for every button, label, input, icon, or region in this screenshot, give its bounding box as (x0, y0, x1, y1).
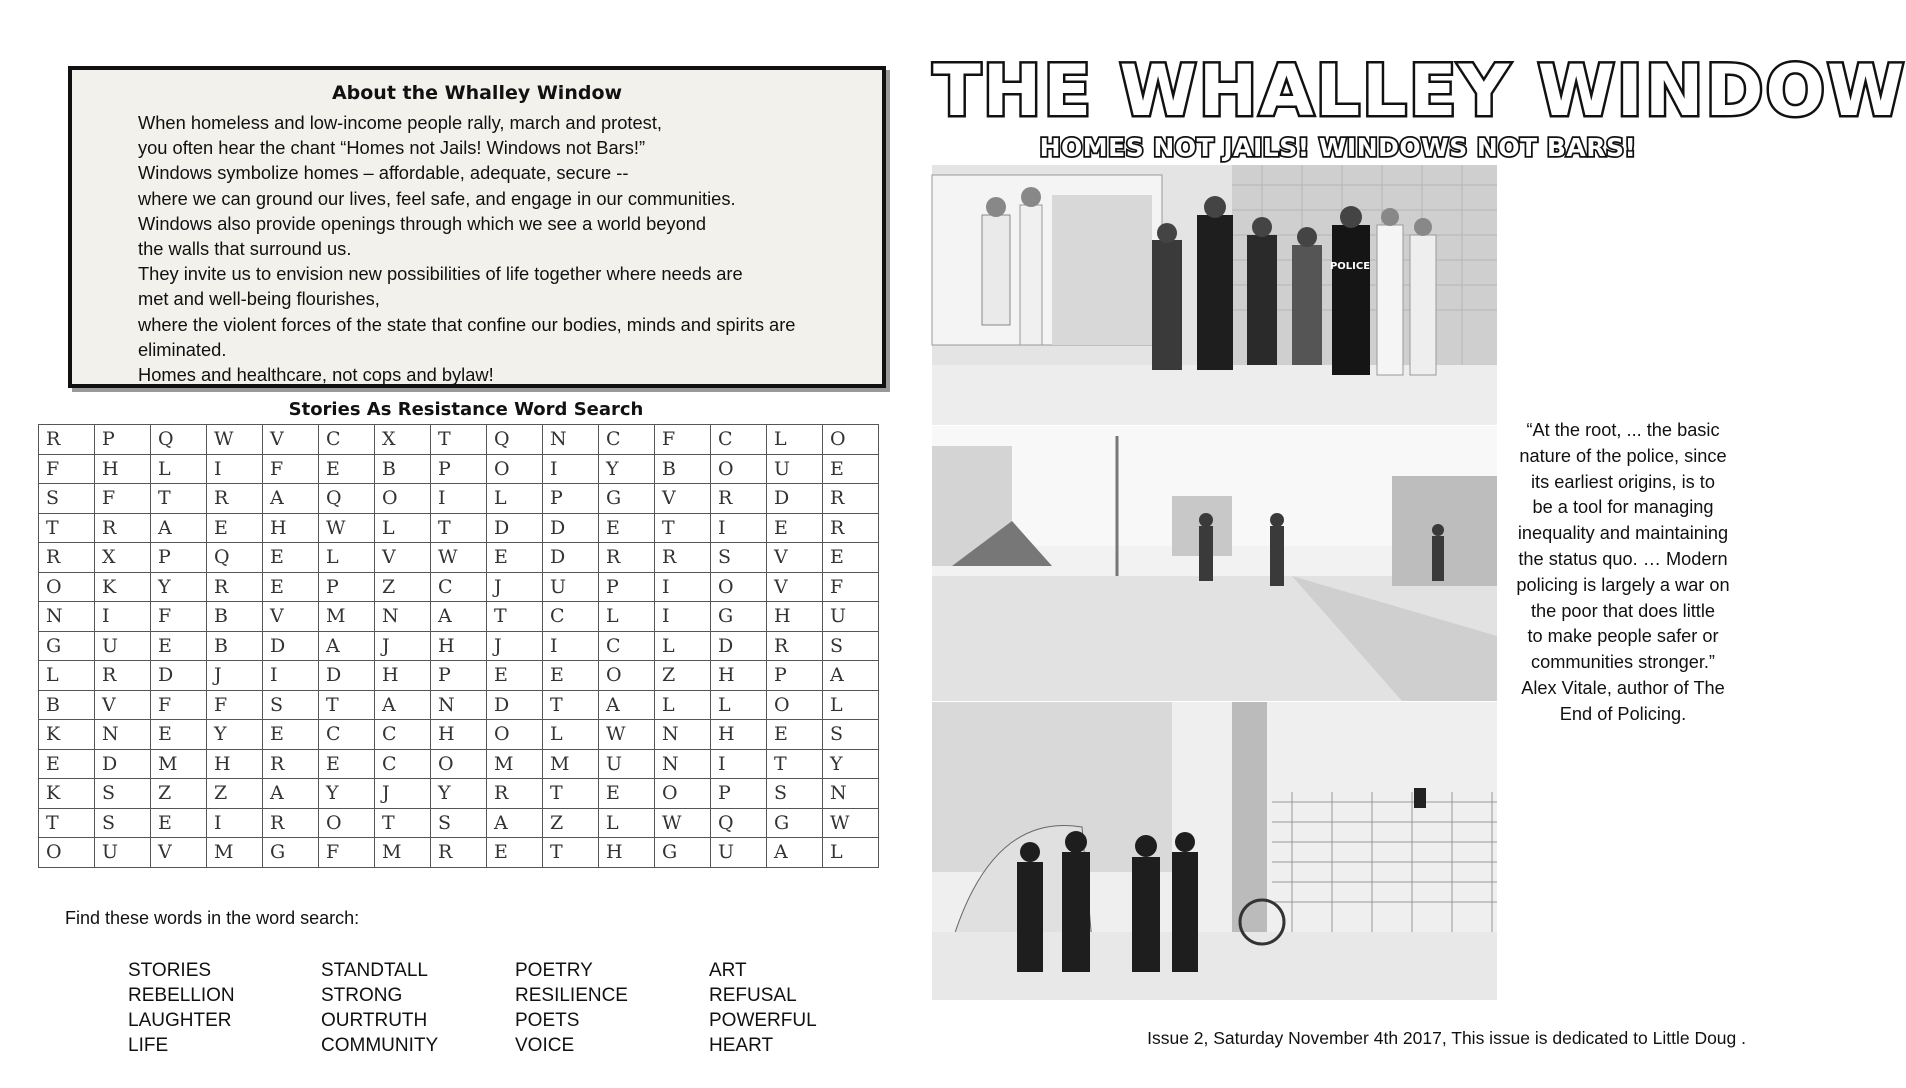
grid-cell: L (599, 602, 655, 632)
quote-line: policing is largely a war on (1516, 574, 1730, 595)
grid-cell: H (95, 454, 151, 484)
grid-cell: I (711, 513, 767, 543)
grid-cell: Y (207, 720, 263, 750)
grid-cell: S (711, 543, 767, 573)
grid-cell: E (767, 513, 823, 543)
grid-cell: K (39, 720, 95, 750)
grid-cell: Z (375, 572, 431, 602)
grid-cell: S (39, 484, 95, 514)
grid-cell: R (823, 513, 879, 543)
grid-cell: T (655, 513, 711, 543)
grid-cell: Y (823, 749, 879, 779)
grid-cell: S (95, 779, 151, 809)
grid-cell: W (207, 425, 263, 455)
grid-cell: L (319, 543, 375, 573)
grid-cell: V (375, 543, 431, 573)
grid-cell: D (767, 484, 823, 514)
grid-cell: C (431, 572, 487, 602)
grid-cell: C (543, 602, 599, 632)
word-list-item: VOICE (515, 1035, 575, 1056)
grid-cell: F (151, 602, 207, 632)
about-line: met and well-being flourishes, (138, 288, 380, 310)
word-list-item: COMMUNITY (321, 1035, 439, 1056)
grid-cell: R (95, 513, 151, 543)
grid-cell: L (823, 690, 879, 720)
grid-cell: U (711, 838, 767, 868)
grid-cell: Q (487, 425, 543, 455)
grid-cell: L (39, 661, 95, 691)
grid-cell: A (375, 690, 431, 720)
grid-cell: P (599, 572, 655, 602)
about-line: Windows also provide openings through which we see a world beyond (138, 212, 707, 234)
grid-cell: L (655, 631, 711, 661)
grid-cell: R (207, 572, 263, 602)
grid-cell: G (767, 808, 823, 838)
grid-cell: F (263, 454, 319, 484)
photo-street-scene (932, 426, 1497, 701)
grid-cell: A (263, 484, 319, 514)
grid-cell: U (95, 838, 151, 868)
grid-cell: E (487, 838, 543, 868)
grid-cell: G (599, 484, 655, 514)
about-title: About the Whalley Window (331, 82, 623, 104)
grid-cell: E (151, 720, 207, 750)
grid-cell: D (151, 661, 207, 691)
grid-cell: T (39, 513, 95, 543)
grid-cell: N (39, 602, 95, 632)
grid-cell: S (263, 690, 319, 720)
grid-cell: Y (431, 779, 487, 809)
grid-cell: V (263, 425, 319, 455)
word-search-title: Stories As Resistance Word Search (288, 399, 644, 420)
grid-cell: T (431, 513, 487, 543)
grid-cell: F (151, 690, 207, 720)
about-line: Homes and healthcare, not cops and bylaw! (138, 364, 494, 386)
grid-cell: O (711, 454, 767, 484)
about-line: eliminated. (138, 338, 227, 360)
grid-cell: E (263, 720, 319, 750)
grid-cell: A (767, 838, 823, 868)
grid-cell: Y (151, 572, 207, 602)
grid-row (39, 602, 879, 632)
grid-cell: E (599, 779, 655, 809)
grid-cell: A (151, 513, 207, 543)
word-list-item: RESILIENCE (515, 985, 628, 1006)
grid-row (39, 572, 879, 602)
grid-cell: D (711, 631, 767, 661)
grid-cell: A (599, 690, 655, 720)
grid-cell: O (767, 690, 823, 720)
grid-cell: V (767, 543, 823, 573)
grid-cell: F (39, 454, 95, 484)
grid-cell: B (655, 454, 711, 484)
grid-cell: M (543, 749, 599, 779)
grid-cell: Z (655, 661, 711, 691)
grid-cell: U (599, 749, 655, 779)
grid-cell: D (487, 690, 543, 720)
grid-row (39, 690, 879, 720)
grid-cell: I (711, 749, 767, 779)
grid-cell: F (319, 838, 375, 868)
grid-cell: O (375, 484, 431, 514)
word-list-item: STRONG (321, 985, 403, 1006)
word-list-item: OURTRUTH (321, 1010, 428, 1031)
grid-cell: V (151, 838, 207, 868)
grid-cell: E (599, 513, 655, 543)
grid-cell: K (95, 572, 151, 602)
word-list-item: HEART (709, 1035, 774, 1056)
grid-cell: U (543, 572, 599, 602)
grid-cell: H (599, 838, 655, 868)
masthead-subtitle: HOMES NOT JAILS! WINDOWS NOT BARS! (1039, 133, 1637, 162)
grid-cell: E (823, 543, 879, 573)
about-line: where the violent forces of the state that confine our bodies, minds and spirits are (138, 313, 796, 335)
grid-cell: W (431, 543, 487, 573)
find-words-label: Find these words in the word search: (65, 908, 360, 928)
grid-cell: H (263, 513, 319, 543)
grid-cell: L (767, 425, 823, 455)
grid-cell: T (487, 602, 543, 632)
grid-cell: Q (151, 425, 207, 455)
word-list-item: POETS (515, 1010, 580, 1031)
grid-cell: I (543, 454, 599, 484)
grid-cell: W (823, 808, 879, 838)
grid-cell: U (767, 454, 823, 484)
grid-cell: B (375, 454, 431, 484)
grid-cell: E (823, 454, 879, 484)
grid-cell: H (431, 720, 487, 750)
grid-row (39, 838, 879, 868)
grid-cell: C (319, 425, 375, 455)
grid-cell: E (543, 661, 599, 691)
grid-cell: M (319, 602, 375, 632)
grid-cell: T (319, 690, 375, 720)
grid-cell: R (655, 543, 711, 573)
grid-cell: G (39, 631, 95, 661)
grid-row (39, 808, 879, 838)
grid-cell: I (431, 484, 487, 514)
grid-row (39, 661, 879, 691)
grid-cell: N (95, 720, 151, 750)
grid-cell: J (375, 631, 431, 661)
about-box (68, 66, 886, 388)
grid-cell: R (487, 779, 543, 809)
grid-cell: V (767, 572, 823, 602)
quote-line: nature of the police, since (1519, 445, 1727, 466)
grid-cell: O (823, 425, 879, 455)
grid-cell: D (487, 513, 543, 543)
grid-cell: T (543, 690, 599, 720)
grid-cell: F (95, 484, 151, 514)
grid-cell: R (711, 484, 767, 514)
quote-line: the status quo. … Modern (1518, 548, 1728, 569)
grid-cell: U (95, 631, 151, 661)
word-list-item: POETRY (515, 960, 593, 981)
grid-cell: T (767, 749, 823, 779)
grid-cell: L (543, 720, 599, 750)
word-list-item: REFUSAL (709, 985, 797, 1006)
grid-cell: D (543, 513, 599, 543)
grid-cell: A (431, 602, 487, 632)
grid-cell: S (95, 808, 151, 838)
word-list-item: LAUGHTER (128, 1010, 232, 1031)
grid-cell: R (599, 543, 655, 573)
grid-cell: F (655, 425, 711, 455)
grid-row (39, 779, 879, 809)
grid-cell: L (823, 838, 879, 868)
grid-cell: N (823, 779, 879, 809)
grid-cell: X (95, 543, 151, 573)
grid-cell: E (151, 631, 207, 661)
grid-cell: H (207, 749, 263, 779)
grid-cell: I (543, 631, 599, 661)
grid-cell: T (431, 425, 487, 455)
grid-cell: A (263, 779, 319, 809)
grid-cell: O (655, 779, 711, 809)
grid-cell: J (487, 572, 543, 602)
grid-row (39, 543, 879, 573)
grid-cell: T (375, 808, 431, 838)
grid-cell: P (543, 484, 599, 514)
grid-cell: T (39, 808, 95, 838)
grid-cell: S (431, 808, 487, 838)
grid-cell: H (711, 720, 767, 750)
grid-cell: G (655, 838, 711, 868)
word-list-item: POWERFUL (709, 1010, 817, 1031)
grid-row (39, 484, 879, 514)
about-line: When homeless and low-income people rally, march and protest, (138, 112, 662, 133)
quote-line: End of Policing. (1559, 703, 1687, 724)
grid-cell: W (599, 720, 655, 750)
grid-cell: R (263, 749, 319, 779)
grid-cell: P (431, 661, 487, 691)
grid-cell: T (543, 838, 599, 868)
grid-cell: O (431, 749, 487, 779)
grid-cell: U (823, 602, 879, 632)
grid-cell: I (655, 602, 711, 632)
grid-cell: R (263, 808, 319, 838)
quote-line: the poor that does little (1530, 600, 1715, 621)
photo-police-at-tent (932, 702, 1497, 1000)
grid-cell: S (823, 720, 879, 750)
grid-cell: B (207, 602, 263, 632)
word-list-item: STANDTALL (321, 960, 428, 981)
grid-cell: L (655, 690, 711, 720)
grid-cell: C (599, 631, 655, 661)
grid-cell: E (207, 513, 263, 543)
grid-row (39, 720, 879, 750)
grid-cell: P (95, 425, 151, 455)
grid-cell: L (375, 513, 431, 543)
grid-cell: D (543, 543, 599, 573)
grid-cell: A (823, 661, 879, 691)
grid-cell: I (95, 602, 151, 632)
grid-cell: C (711, 425, 767, 455)
grid-cell: I (655, 572, 711, 602)
grid-cell: E (263, 572, 319, 602)
masthead-title: THE WHALLEY WINDOW (933, 50, 1906, 132)
grid-cell: T (151, 484, 207, 514)
quote-line: to make people safer or (1527, 626, 1719, 647)
grid-row (39, 513, 879, 543)
grid-cell: B (39, 690, 95, 720)
grid-cell: N (543, 425, 599, 455)
grid-cell: O (39, 838, 95, 868)
grid-cell: Z (207, 779, 263, 809)
grid-cell: W (319, 513, 375, 543)
grid-cell: Y (599, 454, 655, 484)
grid-cell: C (319, 720, 375, 750)
grid-cell: C (375, 749, 431, 779)
grid-cell: N (655, 720, 711, 750)
grid-cell: R (39, 543, 95, 573)
grid-cell: H (375, 661, 431, 691)
grid-cell: E (151, 808, 207, 838)
grid-cell: M (487, 749, 543, 779)
grid-cell: P (431, 454, 487, 484)
grid-cell: O (487, 720, 543, 750)
pull-quote (1503, 418, 1743, 728)
grid-cell: L (599, 808, 655, 838)
word-list-item: ART (709, 960, 747, 981)
grid-cell: M (151, 749, 207, 779)
about-line: where we can ground our lives, feel safe, and engage in our communities. (138, 187, 736, 209)
grid-row (39, 631, 879, 661)
grid-cell: J (207, 661, 263, 691)
about-text (138, 110, 862, 387)
grid-cell: V (263, 602, 319, 632)
grid-cell: C (375, 720, 431, 750)
grid-row (39, 454, 879, 484)
grid-cell: E (319, 454, 375, 484)
word-list-item: REBELLION (128, 985, 235, 1006)
grid-cell: P (711, 779, 767, 809)
grid-cell: D (319, 661, 375, 691)
grid-cell: O (599, 661, 655, 691)
grid-cell: Q (319, 484, 375, 514)
grid-cell: R (95, 661, 151, 691)
grid-cell: O (39, 572, 95, 602)
grid-cell: E (263, 543, 319, 573)
grid-cell: Q (711, 808, 767, 838)
grid-cell: L (711, 690, 767, 720)
grid-cell: Q (207, 543, 263, 573)
grid-cell: S (823, 631, 879, 661)
grid-cell: G (711, 602, 767, 632)
quote-line: inequality and maintaining (1517, 523, 1729, 544)
grid-cell: F (207, 690, 263, 720)
grid-cell: R (207, 484, 263, 514)
grid-cell: T (543, 779, 599, 809)
grid-cell: J (487, 631, 543, 661)
grid-cell: N (431, 690, 487, 720)
grid-cell: I (207, 808, 263, 838)
grid-cell: E (319, 749, 375, 779)
grid-cell: V (95, 690, 151, 720)
police-vest-label: POLICE (1329, 261, 1371, 272)
grid-cell: P (319, 572, 375, 602)
grid-cell: Z (151, 779, 207, 809)
grid-cell: E (487, 543, 543, 573)
about-line: you often hear the chant “Homes not Jails! Windows not Bars!” (138, 137, 646, 159)
grid-cell: L (487, 484, 543, 514)
grid-cell: G (263, 838, 319, 868)
grid-cell: X (375, 425, 431, 455)
grid-cell: P (767, 661, 823, 691)
grid-cell: H (431, 631, 487, 661)
quote-line: be a tool for managing (1532, 497, 1714, 518)
grid-row (39, 749, 879, 779)
quote-line: its earliest origins, is to (1531, 471, 1715, 492)
quote-line: communities stronger.” (1531, 652, 1715, 673)
grid-cell: N (655, 749, 711, 779)
about-line: They invite us to envision new possibilities of life together where needs are (138, 263, 743, 285)
word-search-grid (38, 424, 879, 868)
grid-cell: O (319, 808, 375, 838)
grid-cell: F (823, 572, 879, 602)
grid-cell: R (431, 838, 487, 868)
grid-cell: E (767, 720, 823, 750)
grid-cell: M (207, 838, 263, 868)
grid-cell: A (487, 808, 543, 838)
word-list-item: STORIES (128, 960, 212, 981)
word-list-item: LIFE (128, 1035, 169, 1056)
about-line: the walls that surround us. (138, 238, 352, 260)
issue-footer: Issue 2, Saturday November 4th 2017, This issue is dedicated to Little Doug . (1147, 1028, 1746, 1048)
grid-cell: O (487, 454, 543, 484)
grid-cell: Z (543, 808, 599, 838)
grid-cell: I (263, 661, 319, 691)
grid-cell: A (319, 631, 375, 661)
grid-cell: R (823, 484, 879, 514)
grid-cell: E (487, 661, 543, 691)
quote-line: “At the root, ... the basic (1526, 420, 1720, 440)
grid-cell: L (151, 454, 207, 484)
grid-cell: E (39, 749, 95, 779)
grid-cell: R (767, 631, 823, 661)
quote-line: Alex Vitale, author of The (1521, 677, 1725, 698)
grid-cell: Y (319, 779, 375, 809)
grid-cell: K (39, 779, 95, 809)
grid-cell: D (95, 749, 151, 779)
grid-cell: S (767, 779, 823, 809)
grid-cell: C (599, 425, 655, 455)
grid-cell: N (375, 602, 431, 632)
grid-cell: R (39, 425, 95, 455)
grid-cell: O (711, 572, 767, 602)
grid-cell: D (263, 631, 319, 661)
grid-cell: J (375, 779, 431, 809)
grid-cell: I (207, 454, 263, 484)
photo-police-garbage-truck (932, 165, 1497, 425)
grid-cell: M (375, 838, 431, 868)
about-line: Windows symbolize homes – affordable, adequate, secure -- (138, 162, 629, 184)
grid-cell: B (207, 631, 263, 661)
grid-cell: H (767, 602, 823, 632)
grid-cell: V (655, 484, 711, 514)
grid-row (39, 425, 879, 455)
grid-cell: W (655, 808, 711, 838)
grid-cell: P (151, 543, 207, 573)
grid-cell: H (711, 661, 767, 691)
